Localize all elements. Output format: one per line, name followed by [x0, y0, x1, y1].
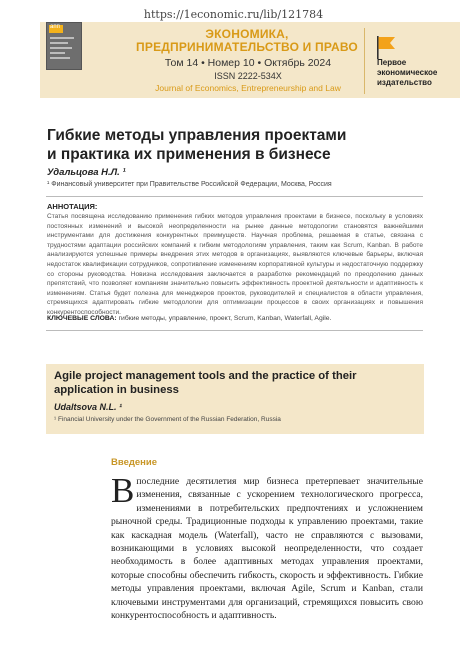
english-abstract-box — [46, 364, 424, 434]
drop-cap: В — [111, 471, 135, 510]
cover-line — [50, 37, 74, 39]
article-title-line2: и практика их применения в бизнесе — [47, 146, 331, 163]
keywords-label: КЛЮЧЕВЫЕ СЛОВА: — [47, 315, 117, 322]
article-title — [47, 126, 447, 164]
journal-title-line1: ЭКОНОМИКА, — [205, 27, 289, 41]
journal-title — [132, 28, 362, 54]
intro-text: последние десятилетия мир бизнеса претерпевает значительные изменения, связанные с ускорением технологического прогресса, изменениями в потребительских предпочтениях и усложнением рыночной среды. Традиционные подходы к управлению проектами, такие как каскадная модель (Waterfall), часто не справляются с вызовами, возникающими в условиях высокой неопределенности, что создает необходимость в более адаптивных методах управления проектами, которые способны обеспечить гибкость, скорость и эффективность. Гибкие методы управления проектами, включая Agile, Scrum и Kanban, стали ключевыми инструментами для организаций, стремящихся повысить свою конкурентоспособность и адаптивность. — [111, 476, 423, 622]
issue-info: Том 14 • Номер 10 • Октябрь 2024 — [164, 57, 332, 69]
article-title-line1: Гибкие методы управления проектами — [47, 127, 347, 144]
cover-line — [50, 42, 68, 44]
publisher-name: Первое экономическое издательство — [377, 58, 438, 87]
publisher-box — [364, 28, 461, 94]
divider — [46, 196, 423, 197]
intro-paragraph — [111, 471, 423, 622]
english-affiliation: ¹ Financial University under the Government of the Russian Federation, Russia — [54, 416, 281, 423]
keywords-text: гибкие методы, управление, проект, Scrum, Kanban, Waterfall, Agile. — [118, 315, 332, 322]
abstract-heading: АННОТАЦИЯ: — [47, 202, 98, 211]
english-author: Udaltsova N.L. ¹ — [54, 402, 123, 412]
section-heading: Введение — [111, 457, 158, 468]
keywords — [47, 315, 423, 322]
abstract-text: Статья посвящена исследованию применения гибких методов управления проектами в бизнесе, поскольку в условиях постоянных изменений и высокой неопределенности на рынке данные методологии становятся важнейшими инструментами для достижения конкурентных преимуществ. Научная проблема, решаемая в статье, связана с трудностями адаптации российских компаний к гибким методологиям управления, таким как Scrum, Kanban. В работе анализируются успешные примеры внедрения этих методов в организациях, выявляются ключевые барьеры, включая недостаток квалификации сотрудников, сопротивление изменениям корпоративной культуры и недостаточную поддержку со стороны руководства. Новизна исследования заключается в разработке рекомендаций по преодолению данных препятствий, что позволяет компаниям значительно повысить эффективность проектной деятельности и адаптивность к изменениям. Статья будет полезна для менеджеров проектов, руководителей и специалистов в области управления, стремящихся адаптировать гибкие методологии для оптимизации процессов в своих организациях и повышения конкурентоспособности. — [47, 213, 423, 316]
issn: ISSN 2222-534X — [214, 71, 282, 81]
journal-title-line2: ПРЕДПРИНИМАТЕЛЬСТВО И ПРАВО — [136, 40, 358, 54]
flag-icon — [375, 34, 397, 60]
divider — [46, 330, 423, 331]
journal-cover-thumbnail — [46, 22, 82, 70]
page-url[interactable]: https://1economic.ru/lib/121784 — [143, 8, 324, 21]
cover-line — [50, 47, 72, 49]
journal-english-title: Journal of Economics, Entrepreneurship and Law — [155, 83, 341, 93]
author-name: Удальцова Н.Л. ¹ — [47, 167, 126, 178]
english-title: Agile project management tools and the practice of their application in business — [54, 370, 357, 396]
cover-line — [50, 52, 65, 54]
cover-line — [50, 57, 70, 59]
author-affiliation: ¹ Финансовый университет при Правительстве Российской Федерации, Москва, Россия — [47, 181, 332, 188]
cover-label: апп — [50, 24, 60, 30]
